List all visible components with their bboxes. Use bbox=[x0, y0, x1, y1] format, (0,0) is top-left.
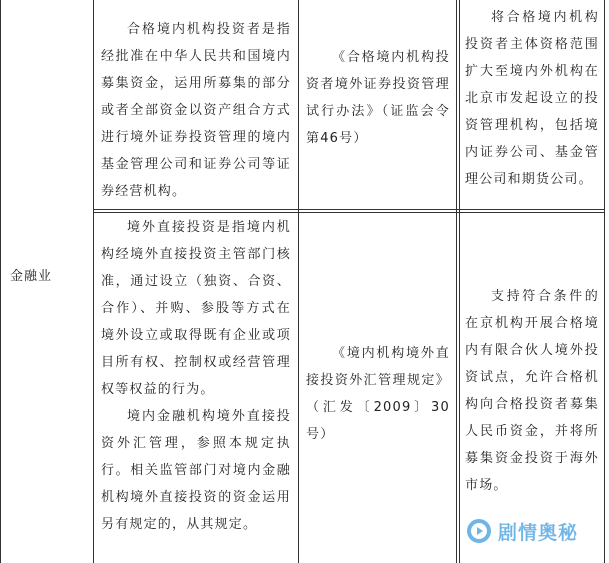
definition-cell bbox=[101, 16, 291, 205]
watermark-text: 剧情奥秘 bbox=[498, 521, 579, 544]
row-divider bbox=[93, 212, 605, 213]
definition-paragraph: 境外直接投资是指境内机构经境外直接投资主管部门核准，通过设立（独资、合资、合作）、并购、参股等方式在境外设立或取得既有企业或项目所有权、控制权或经营管理权等权益的行为。 bbox=[101, 220, 291, 397]
policy-text: 支持符合条件的在京机构开展合格境内有限合伙人境外投资试点，允许合格机构向合格投资者募集人民币资金，并将所募集资金投资于海外市场。 bbox=[465, 289, 599, 493]
policy-text: 将合格境内机构投资者主体资格范围扩大至境内外机构在北京市发起设立的投资管理机构，包括境内证券公司、基金管理公司和期货公司。 bbox=[465, 10, 599, 187]
policy-cell bbox=[465, 4, 599, 193]
category-label: 金融业 bbox=[10, 269, 53, 284]
table-border-left bbox=[0, 0, 1, 563]
table-divider bbox=[298, 0, 299, 563]
regulation-text: 《境内机构境外直接投资外汇管理规定》（汇发〔2009〕30号） bbox=[306, 346, 450, 442]
definition-paragraph: 境内金融机构境外直接投资外汇管理，参照本规定执行。相关监管部门对境内金融机构境外直接投资的资金运用另有规定的，从其规定。 bbox=[101, 409, 291, 532]
table-divider bbox=[93, 0, 94, 563]
definition-paragraph: 合格境内机构投资者是指经批准在中华人民共和国境内募集资金，运用所募集的部分或者全部资金以资产组合方式进行境外证券投资管理的境内基金管理公司和证券公司等证券经营机构。 bbox=[101, 22, 291, 199]
regulation-text: 《合格境内机构投资者境外证券投资管理试行办法》（证监会令第46号） bbox=[306, 50, 450, 146]
table-divider bbox=[456, 0, 457, 563]
regulation-cell bbox=[306, 340, 450, 448]
table-divider bbox=[604, 0, 605, 563]
policy-cell bbox=[465, 283, 599, 499]
table-divider bbox=[459, 0, 460, 563]
regulation-cell bbox=[306, 44, 450, 152]
definition-cell bbox=[101, 214, 291, 538]
play-logo-icon bbox=[466, 518, 492, 544]
row-divider bbox=[93, 209, 605, 210]
watermark bbox=[466, 514, 606, 548]
